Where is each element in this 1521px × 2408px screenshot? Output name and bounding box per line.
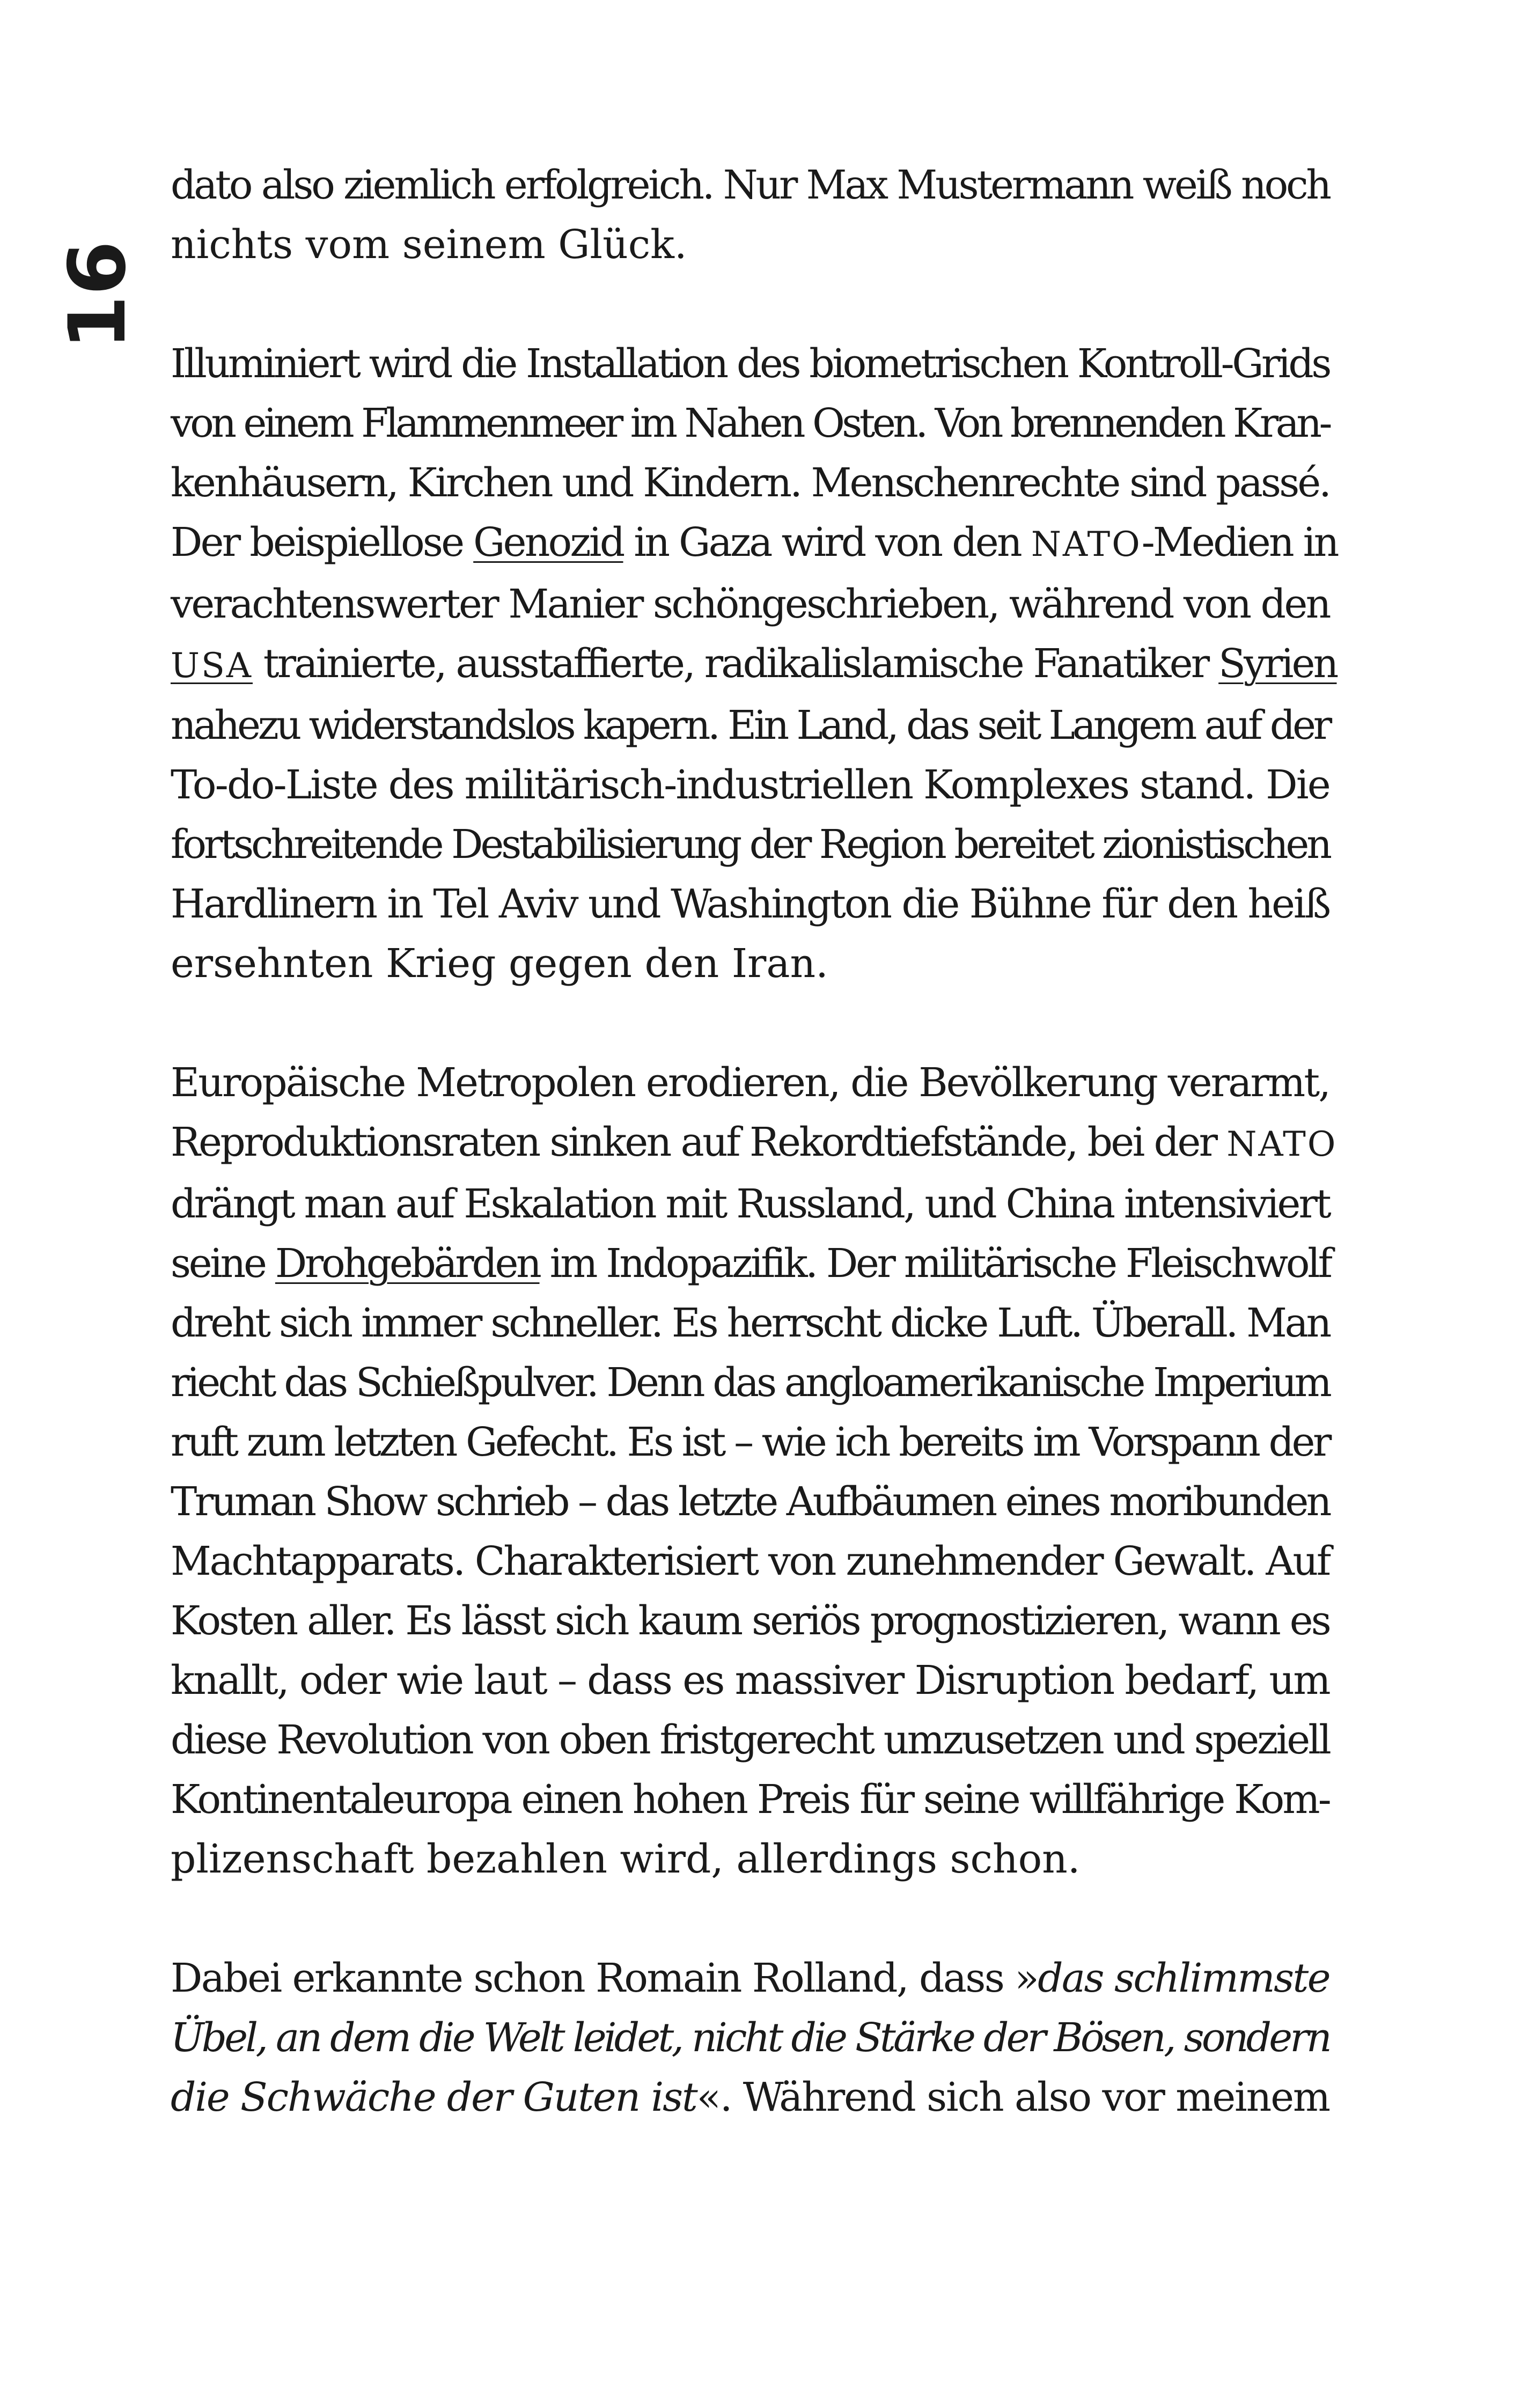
text-line: dreht sich immer schneller. Es herrscht dicke Luft. Überall. Man: [171, 1300, 1329, 1346]
syrien-link[interactable]: Syrien: [1218, 641, 1337, 687]
text-line: To-do-Liste des militärisch-industriellen Komplexes stand. Die: [171, 762, 1329, 808]
text-segment: -Medien in: [1141, 519, 1338, 566]
paragraph-2: [171, 334, 1338, 994]
text-segment: trainierte, ausstaffierte, radikalislamische Fanatiker: [253, 641, 1219, 687]
text-line: Truman Show schrieb – das letzte Aufbäumen eines moribunden: [171, 1479, 1329, 1525]
text-line: [171, 1949, 1329, 2008]
text-line: riecht das Schießpulver. Denn das angloamerikanische Imperium: [171, 1360, 1329, 1406]
drohgebaerden-link[interactable]: Drohgebärden: [275, 1240, 540, 1287]
text-line: plizenschaft bezahlen wird, allerdings schon.: [171, 1836, 1081, 1882]
paragraph-3: [171, 1053, 1338, 1889]
text-line: [171, 634, 1337, 696]
text-line: [171, 1113, 1338, 1174]
text-line: Illuminiert wird die Installation des biometrischen Kontroll-Grids: [171, 341, 1329, 387]
text-line: knallt, oder wie laut – dass es massiver Disruption bedarf, um: [171, 1657, 1329, 1704]
text-line: Kosten aller. Es lässt sich kaum seriös prognostizieren, wann es: [171, 1598, 1329, 1644]
text-segment: seine: [171, 1240, 275, 1287]
text-segment: in Gaza wird von den: [623, 519, 1031, 566]
text-line: ersehnten Krieg gegen den Iran.: [171, 941, 828, 987]
text-line: drängt man auf Eskalation mit Russland, und China intensiviert: [171, 1181, 1329, 1227]
text-line: fortschreitende Destabilisierung der Region bereitet zionistischen: [171, 821, 1329, 868]
text-segment: im Indopazifik. Der militärische Fleischwolf: [539, 1240, 1331, 1287]
text-segment: Dabei erkannte schon Romain Rolland, dass »: [171, 1955, 1038, 2001]
text-line: kenhäusern, Kirchen und Kindern. Menschenrechte sind passé.: [171, 460, 1329, 506]
text-line: Europäische Metropolen erodieren, die Bevölkerung verarmt,: [171, 1060, 1329, 1106]
text-line: verachtenswerter Manier schöngeschrieben, während von den: [171, 581, 1329, 627]
text-line: von einem Flammenmeer im Nahen Osten. Von brennenden Kran-: [171, 400, 1329, 446]
paragraph-4: [171, 1949, 1329, 2127]
genozid-link[interactable]: Genozid: [473, 519, 623, 566]
page-number: 16: [52, 240, 143, 350]
text-segment: Reproduktionsraten sinken auf Rekordtiefstände, bei der: [171, 1119, 1227, 1165]
text-line: Hardlinern in Tel Aviv und Washington die Bühne für den heiß: [171, 881, 1329, 927]
text-line: Kontinentaleuropa einen hohen Preis für seine willfährige Kom-: [171, 1776, 1329, 1823]
quote-text: die Schwäche der Guten ist: [171, 2074, 697, 2120]
quote-text: Übel, an dem die Welt leidet, nicht die Stärke der Bösen, sondern: [171, 2015, 1329, 2061]
text-line: [171, 2068, 1329, 2127]
text-line: [171, 1234, 1329, 1294]
text-line: [171, 513, 1338, 575]
text-line: [171, 2008, 1329, 2068]
text-segment: Der beispiellose: [171, 519, 474, 566]
text-line: nichts vom seinem Glück.: [171, 222, 687, 268]
text-line: diese Revolution von oben fristgerecht umzusetzen und speziell: [171, 1717, 1329, 1763]
paragraph-1: [171, 156, 1329, 275]
text-line: dato also ziemlich erfolgreich. Nur Max Mustermann weiß noch: [171, 162, 1329, 208]
text-line: nahezu widerstandslos kapern. Ein Land, das seit Langem auf der: [171, 702, 1329, 748]
nato-abbreviation: NATO: [1031, 525, 1142, 564]
quote-text: das schlimmste: [1038, 1955, 1330, 2001]
text-line: ruft zum letzten Gefecht. Es ist – wie ich bereits im Vorspann der: [171, 1419, 1329, 1465]
body-text: [171, 156, 1338, 2187]
text-line: Machtapparats. Charakterisiert von zunehmender Gewalt. Auf: [171, 1538, 1329, 1584]
text-segment: «. Während sich also vor meinem: [696, 2074, 1329, 2120]
usa-link[interactable]: USA: [171, 646, 253, 686]
nato-abbreviation: NATO: [1226, 1125, 1338, 1164]
